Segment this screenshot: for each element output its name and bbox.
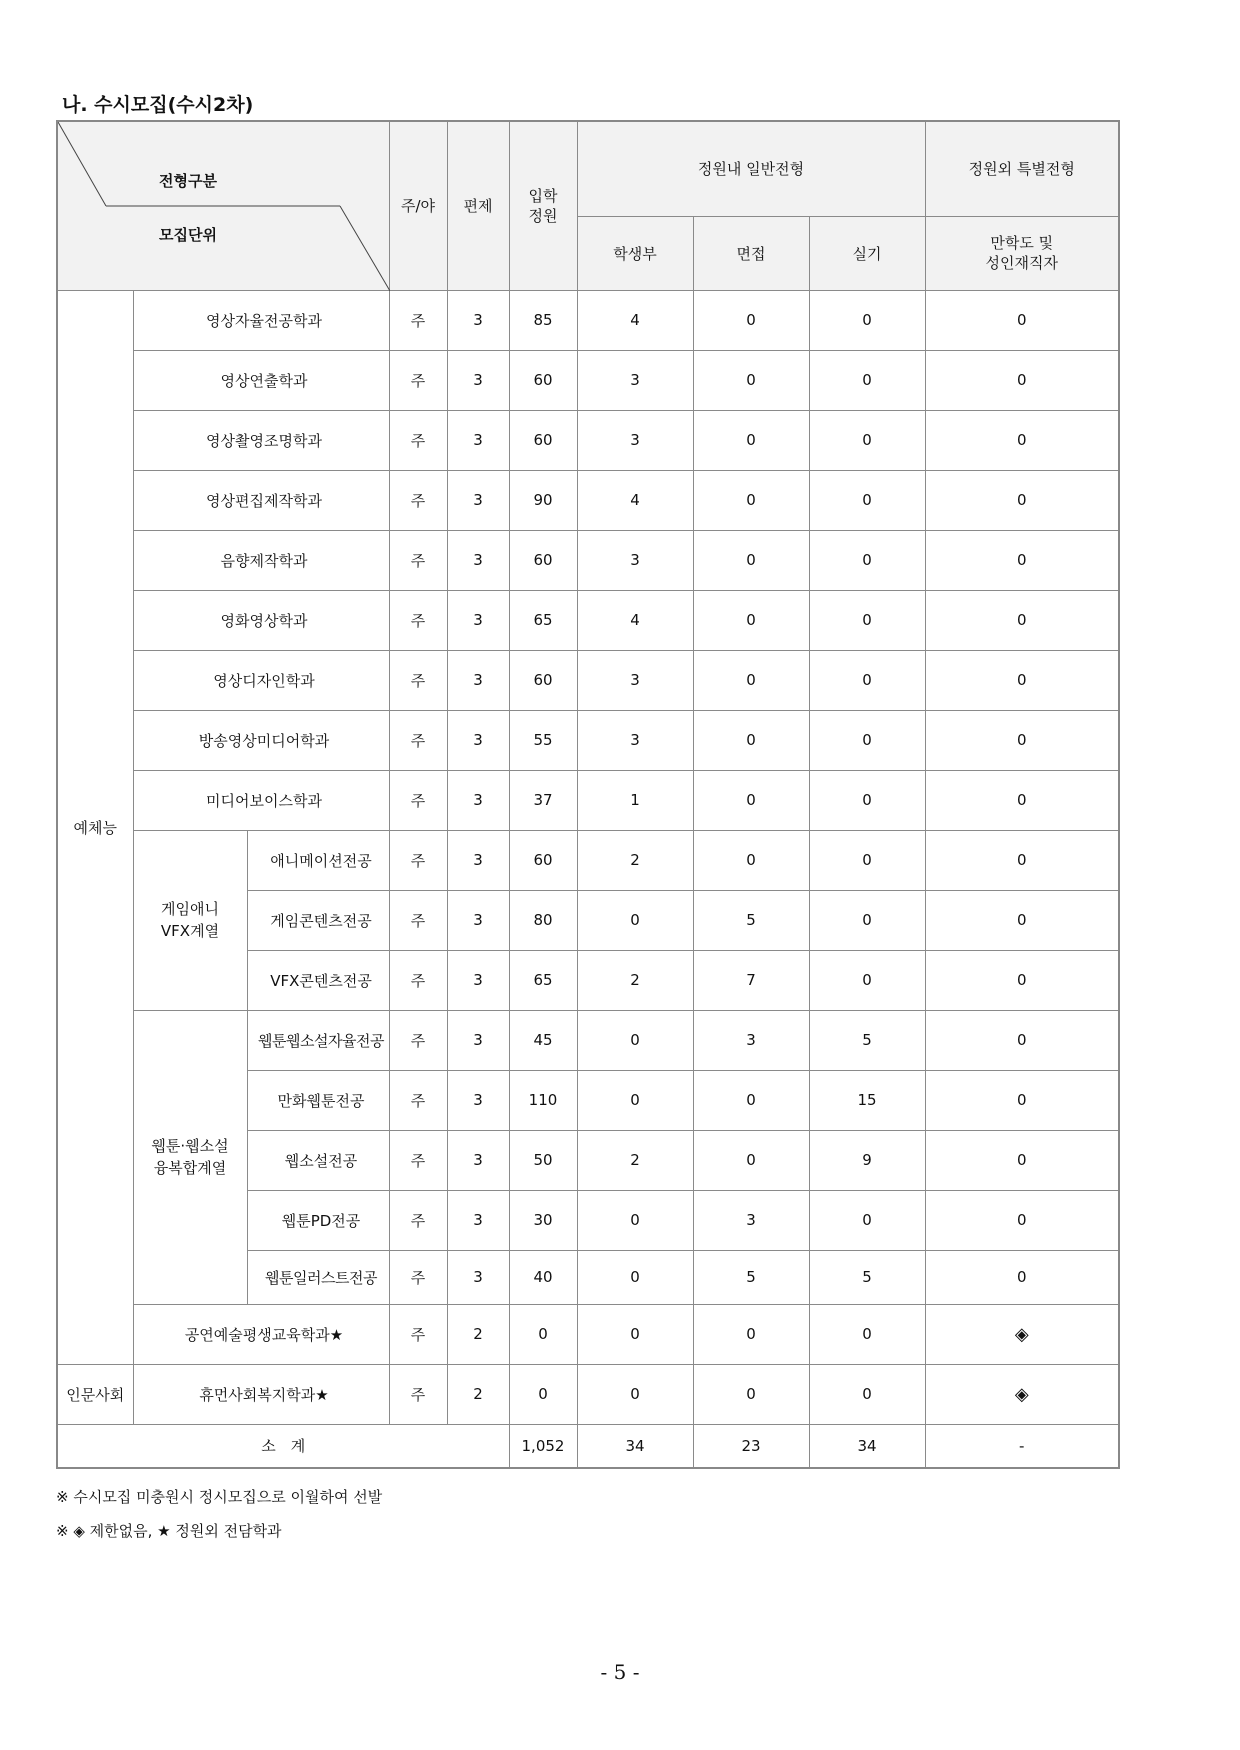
quota: 30	[509, 1190, 577, 1250]
admission-table	[56, 120, 1120, 1469]
years: 3	[447, 410, 509, 470]
practical: 0	[809, 890, 925, 950]
dept-name: 웹소설전공	[247, 1130, 389, 1190]
special: 0	[925, 1010, 1119, 1070]
dept-name: 휴먼사회복지학과★	[133, 1364, 389, 1424]
quota: 110	[509, 1070, 577, 1130]
special: 0	[925, 1190, 1119, 1250]
day-night: 주	[389, 1190, 447, 1250]
quota: 0	[509, 1364, 577, 1424]
interview: 0	[693, 710, 809, 770]
interview: 5	[693, 1250, 809, 1304]
practical: 9	[809, 1130, 925, 1190]
record: 3	[577, 530, 693, 590]
table-row	[57, 470, 1119, 530]
special: 0	[925, 470, 1119, 530]
interview: 0	[693, 1070, 809, 1130]
record: 0	[577, 1304, 693, 1364]
practical: 0	[809, 770, 925, 830]
special: 0	[925, 290, 1119, 350]
day-night: 주	[389, 1304, 447, 1364]
interview: 0	[693, 290, 809, 350]
dept-name: 영상촬영조명학과	[133, 410, 389, 470]
dept-name: 웹툰일러스트전공	[247, 1250, 389, 1304]
record: 3	[577, 710, 693, 770]
quota: 85	[509, 290, 577, 350]
group-game: 게임애니 VFX계열	[133, 830, 247, 1010]
day-night: 주	[389, 1010, 447, 1070]
record: 3	[577, 410, 693, 470]
special: 0	[925, 1130, 1119, 1190]
interview: 0	[693, 650, 809, 710]
practical: 5	[809, 1250, 925, 1304]
special: 0	[925, 530, 1119, 590]
dept-name: 영화영상학과	[133, 590, 389, 650]
interview: 0	[693, 410, 809, 470]
special: ◈	[925, 1304, 1119, 1364]
record: 3	[577, 650, 693, 710]
quota: 50	[509, 1130, 577, 1190]
years: 3	[447, 890, 509, 950]
years: 3	[447, 650, 509, 710]
years: 3	[447, 710, 509, 770]
special: 0	[925, 1250, 1119, 1304]
dept-name: 미디어보이스학과	[133, 770, 389, 830]
dept-name: 영상자율전공학과	[133, 290, 389, 350]
table-row	[57, 1010, 1119, 1070]
practical: 0	[809, 410, 925, 470]
page-number: - 5 -	[600, 1660, 640, 1684]
interview: 7	[693, 950, 809, 1010]
years: 3	[447, 530, 509, 590]
header-interview: 면접	[693, 216, 809, 290]
header-years: 편제	[447, 121, 509, 290]
record: 3	[577, 350, 693, 410]
special: 0	[925, 350, 1119, 410]
interview: 0	[693, 470, 809, 530]
special: 0	[925, 710, 1119, 770]
practical: 5	[809, 1010, 925, 1070]
dept-name: 웹툰PD전공	[247, 1190, 389, 1250]
quota: 45	[509, 1010, 577, 1070]
dept-name: VFX콘텐츠전공	[247, 950, 389, 1010]
years: 3	[447, 1010, 509, 1070]
interview: 0	[693, 1130, 809, 1190]
special: 0	[925, 1070, 1119, 1130]
record: 2	[577, 1130, 693, 1190]
day-night: 주	[389, 890, 447, 950]
years: 2	[447, 1364, 509, 1424]
table-row	[57, 710, 1119, 770]
table-row	[57, 350, 1119, 410]
group-webtoon: 웹툰·웹소설 융복합계열	[133, 1010, 247, 1304]
group-humanities: 인문사회	[57, 1364, 133, 1424]
practical: 0	[809, 590, 925, 650]
record: 0	[577, 1070, 693, 1130]
quota: 80	[509, 890, 577, 950]
day-night: 주	[389, 530, 447, 590]
table-row	[57, 410, 1119, 470]
practical: 0	[809, 1304, 925, 1364]
quota: 37	[509, 770, 577, 830]
quota: 60	[509, 830, 577, 890]
years: 2	[447, 1304, 509, 1364]
table-row	[57, 1364, 1119, 1424]
years: 3	[447, 470, 509, 530]
years: 3	[447, 1250, 509, 1304]
dept-name: 영상연출학과	[133, 350, 389, 410]
header-record: 학생부	[577, 216, 693, 290]
header-day-night: 주/야	[389, 121, 447, 290]
years: 3	[447, 770, 509, 830]
section-title: 나. 수시모집(수시2차)	[62, 94, 254, 116]
special: 0	[925, 830, 1119, 890]
record: 0	[577, 1010, 693, 1070]
interview: 5	[693, 890, 809, 950]
total-row	[57, 1424, 1119, 1468]
header-special-col: 만학도 및 성인재직자	[925, 216, 1119, 290]
total-special: -	[925, 1424, 1119, 1468]
quota: 60	[509, 650, 577, 710]
header-quota: 입학 정원	[509, 121, 577, 290]
total-practical: 34	[809, 1424, 925, 1468]
header-in-quota-general: 정원내 일반전형	[577, 121, 925, 216]
record: 4	[577, 590, 693, 650]
header-recruit-unit: 모집단위	[159, 226, 217, 244]
practical: 0	[809, 530, 925, 590]
interview: 0	[693, 770, 809, 830]
table-row	[57, 830, 1119, 890]
practical: 0	[809, 290, 925, 350]
years: 3	[447, 290, 509, 350]
dept-name: 영상디자인학과	[133, 650, 389, 710]
diagonal-lines	[58, 122, 390, 291]
record: 0	[577, 890, 693, 950]
record: 2	[577, 830, 693, 890]
practical: 0	[809, 710, 925, 770]
interview: 0	[693, 350, 809, 410]
years: 3	[447, 950, 509, 1010]
table-row	[57, 770, 1119, 830]
table-row	[57, 650, 1119, 710]
quota: 60	[509, 350, 577, 410]
quota: 60	[509, 530, 577, 590]
header-out-quota-special: 정원외 특별전형	[925, 121, 1119, 216]
day-night: 주	[389, 290, 447, 350]
dept-name: 만화웹툰전공	[247, 1070, 389, 1130]
practical: 0	[809, 950, 925, 1010]
special: ◈	[925, 1364, 1119, 1424]
table-row	[57, 530, 1119, 590]
special: 0	[925, 770, 1119, 830]
interview: 3	[693, 1010, 809, 1070]
interview: 0	[693, 590, 809, 650]
interview: 3	[693, 1190, 809, 1250]
practical: 0	[809, 830, 925, 890]
day-night: 주	[389, 1250, 447, 1304]
quota: 0	[509, 1304, 577, 1364]
special: 0	[925, 590, 1119, 650]
day-night: 주	[389, 470, 447, 530]
dept-name: 애니메이션전공	[247, 830, 389, 890]
quota: 65	[509, 590, 577, 650]
special: 0	[925, 950, 1119, 1010]
day-night: 주	[389, 1130, 447, 1190]
practical: 0	[809, 650, 925, 710]
special: 0	[925, 890, 1119, 950]
interview: 0	[693, 530, 809, 590]
day-night: 주	[389, 950, 447, 1010]
record: 0	[577, 1364, 693, 1424]
day-night: 주	[389, 650, 447, 710]
years: 3	[447, 590, 509, 650]
interview: 0	[693, 1364, 809, 1424]
practical: 0	[809, 1364, 925, 1424]
dept-name: 웹툰웹소설자율전공	[247, 1010, 389, 1070]
quota: 60	[509, 410, 577, 470]
day-night: 주	[389, 770, 447, 830]
day-night: 주	[389, 710, 447, 770]
record: 4	[577, 470, 693, 530]
day-night: 주	[389, 1364, 447, 1424]
quota: 40	[509, 1250, 577, 1304]
dept-name: 영상편집제작학과	[133, 470, 389, 530]
record: 0	[577, 1250, 693, 1304]
header-selection-type: 전형구분	[159, 172, 217, 190]
day-night: 주	[389, 830, 447, 890]
table-row	[57, 1304, 1119, 1364]
record: 1	[577, 770, 693, 830]
total-interview: 23	[693, 1424, 809, 1468]
years: 3	[447, 1190, 509, 1250]
years: 3	[447, 1130, 509, 1190]
practical: 0	[809, 350, 925, 410]
day-night: 주	[389, 590, 447, 650]
total-record: 34	[577, 1424, 693, 1468]
quota: 55	[509, 710, 577, 770]
special: 0	[925, 650, 1119, 710]
quota: 65	[509, 950, 577, 1010]
table-row	[57, 290, 1119, 350]
header-practical: 실기	[809, 216, 925, 290]
dept-name: 공연예술평생교육학과★	[133, 1304, 389, 1364]
diagonal-header-cell	[57, 121, 389, 290]
years: 3	[447, 1070, 509, 1130]
day-night: 주	[389, 1070, 447, 1130]
special: 0	[925, 410, 1119, 470]
total-quota: 1,052	[509, 1424, 577, 1468]
record: 2	[577, 950, 693, 1010]
interview: 0	[693, 1304, 809, 1364]
interview: 0	[693, 830, 809, 890]
years: 3	[447, 350, 509, 410]
total-label: 소 계	[57, 1424, 509, 1468]
practical: 0	[809, 1190, 925, 1250]
dept-name: 게임콘텐츠전공	[247, 890, 389, 950]
table-row	[57, 590, 1119, 650]
note-carryover: ※ 수시모집 미충원시 정시모집으로 이월하여 선발	[56, 1488, 383, 1506]
day-night: 주	[389, 410, 447, 470]
dept-name: 방송영상미디어학과	[133, 710, 389, 770]
quota: 90	[509, 470, 577, 530]
group-arts: 예체능	[57, 290, 133, 1364]
day-night: 주	[389, 350, 447, 410]
note-legend: ※ ◈ 제한없음, ★ 정원외 전담학과	[56, 1522, 282, 1540]
practical: 15	[809, 1070, 925, 1130]
record: 4	[577, 290, 693, 350]
record: 0	[577, 1190, 693, 1250]
dept-name: 음향제작학과	[133, 530, 389, 590]
years: 3	[447, 830, 509, 890]
practical: 0	[809, 470, 925, 530]
